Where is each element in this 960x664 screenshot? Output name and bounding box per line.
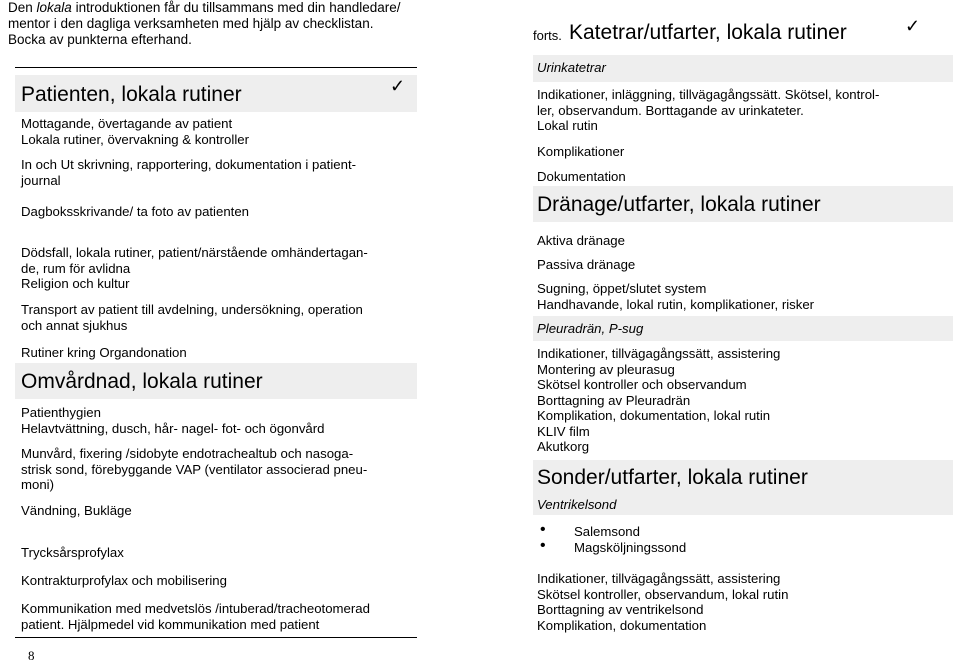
intro-line-3: Bocka av punkterna efterhand. xyxy=(8,32,192,47)
item-line: Lokala rutiner, övervakning & kontroller xyxy=(21,131,249,147)
item-line: Komplikation, dokumentation xyxy=(537,617,707,633)
checklist-item xyxy=(21,302,363,333)
intro-text xyxy=(8,0,418,48)
checklist-item xyxy=(537,281,814,312)
forts-label: forts. xyxy=(533,28,562,43)
intro-line-1 xyxy=(8,0,418,16)
checklist-item: Dagboksskrivande/ ta foto av patienten xyxy=(21,204,249,219)
bullet-item: Salemsond xyxy=(574,524,640,539)
checklist-item: Vändning, Bukläge xyxy=(21,503,132,518)
intro-text-part: introduktionen får du tillsammans med din handledare/ xyxy=(71,0,401,15)
section-title-patienten: Patienten, lokala rutiner xyxy=(21,83,242,106)
checklist-item xyxy=(21,245,368,292)
checklist-item: Aktiva dränage xyxy=(537,233,625,248)
checklist-item xyxy=(537,87,879,134)
item-line: och annat sjukhus xyxy=(21,317,128,333)
check-icon: ✓ xyxy=(905,16,921,36)
bullet-icon: • xyxy=(540,521,546,538)
item-line: Dödsfall, lokala rutiner, patient/närstående omhändertagan- xyxy=(21,245,368,260)
checklist-item xyxy=(21,446,367,493)
top-divider xyxy=(15,67,417,68)
intro-line-2: mentor i den dagliga verksamheten med hjälp av checklistan. xyxy=(8,16,374,31)
item-line: journal xyxy=(21,172,61,188)
section-title-dranage: Dränage/utfarter, lokala rutiner xyxy=(537,193,821,216)
bullet-item: Magsköljningssond xyxy=(574,540,687,555)
item-line: Indikationer, inläggning, tillvägagångssätt. Skötsel, kontrol- xyxy=(537,87,880,102)
item-line: Munvård, fixering /sidobyte endotrachealtub och nasoga- xyxy=(21,446,354,461)
checklist-item xyxy=(21,116,249,147)
item-line: Komplikation, dokumentation, lokal rutin xyxy=(537,408,771,423)
check-icon: ✓ xyxy=(390,76,406,96)
item-line: Kommunikation med medvetslös /intuberad/tracheotomerad xyxy=(21,601,370,616)
checklist-item: Komplikationer xyxy=(537,144,625,159)
subheader-urinkatetrar-label: Urinkatetrar xyxy=(537,60,606,75)
item-line: Indikationer, tillvägagångssätt, assistering xyxy=(537,571,781,586)
checklist-item xyxy=(537,571,788,633)
checklist-item xyxy=(537,346,780,455)
item-line: Transport av patient till avdelning, undersökning, operation xyxy=(21,302,363,317)
item-line: Helavtvättning, dusch, hår- nagel- fot- och ögonvård xyxy=(21,420,325,436)
checklist-item xyxy=(21,157,356,188)
subheader-pleuradran-label: Pleuradrän, P-sug xyxy=(537,321,644,336)
intro-emphasis: lokala xyxy=(36,0,72,15)
page-number: 8 xyxy=(28,648,35,663)
item-line: Montering av pleurasug xyxy=(537,361,675,377)
checklist-item: Kontrakturprofylax och mobilisering xyxy=(21,573,227,588)
item-line: ler, observandum. Borttagande av urinkateter. xyxy=(537,102,804,118)
checklist-item xyxy=(21,601,370,632)
section-title-omvardnad: Omvårdnad, lokala rutiner xyxy=(21,370,263,393)
checklist-item: Trycksårsprofylax xyxy=(21,545,124,560)
item-line: Skötsel kontroller, observandum, lokal rutin xyxy=(537,586,789,602)
item-line: In och Ut skrivning, rapportering, dokumentation i patient- xyxy=(21,157,356,172)
bottom-divider xyxy=(15,637,417,638)
checklist-item: Rutiner kring Organdonation xyxy=(21,345,187,360)
item-line: Akutkorg xyxy=(537,439,590,454)
subheader-ventrikelsond-label: Ventrikelsond xyxy=(537,497,617,512)
item-line: KLIV film xyxy=(537,423,590,439)
checklist-item: Dokumentation xyxy=(537,169,626,184)
item-line: Religion och kultur xyxy=(21,276,130,291)
item-line: patient. Hjälpmedel vid kommunikation med patient xyxy=(21,616,320,632)
section-title-katetrar: Katetrar/utfarter, lokala rutiner xyxy=(569,21,847,44)
checklist-item xyxy=(21,405,325,436)
item-line: Borttagning av Pleuradrän xyxy=(537,392,691,408)
item-line: Indikationer, tillvägagångssätt, assistering xyxy=(537,346,781,361)
checklist-item: Passiva dränage xyxy=(537,257,636,272)
item-line: Skötsel kontroller och observandum xyxy=(537,377,747,392)
item-line: Lokal rutin xyxy=(537,118,598,133)
item-line: Mottagande, övertagande av patient xyxy=(21,116,233,131)
bullet-icon: • xyxy=(540,537,546,554)
intro-text-part: Den xyxy=(8,0,37,15)
item-line: de, rum för avlidna xyxy=(21,260,131,276)
section-title-sonder: Sonder/utfarter, lokala rutiner xyxy=(537,466,808,489)
item-line: Borttagning av ventrikelsond xyxy=(537,602,704,617)
item-line: Sugning, öppet/slutet system xyxy=(537,281,707,296)
item-line: strisk sond, förebyggande VAP (ventilator associerad pneu- xyxy=(21,461,368,477)
item-line: Handhavande, lokal rutin, komplikationer, risker xyxy=(537,296,815,312)
item-line: Patienthygien xyxy=(21,405,101,420)
item-line: moni) xyxy=(21,477,54,492)
